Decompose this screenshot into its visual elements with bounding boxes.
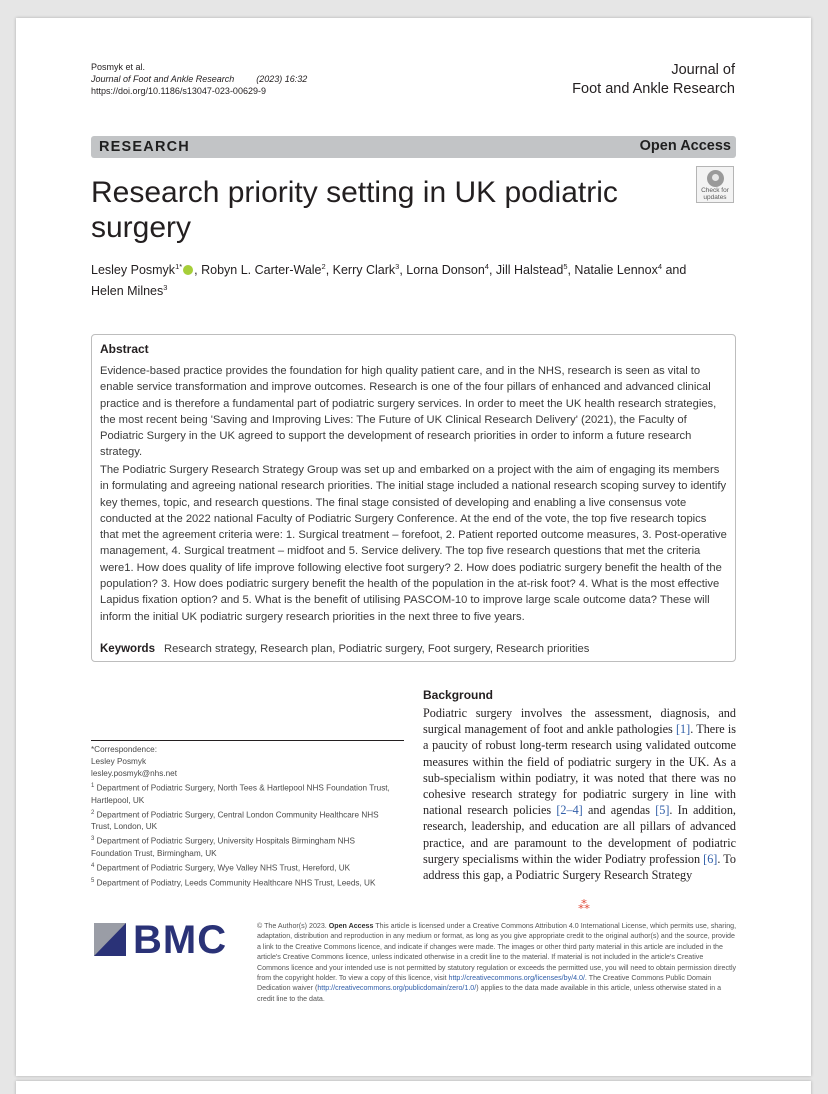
reference-link[interactable]: [5] xyxy=(655,803,670,818)
keywords-list: Research strategy, Research plan, Podiatric surgery, Foot surgery, Research priorities xyxy=(164,643,590,655)
reference-link[interactable]: [6] xyxy=(703,851,718,866)
check-updates-icon xyxy=(707,170,724,187)
open-access-label: Open Access xyxy=(639,138,731,154)
doi-link[interactable]: https://doi.org/10.1186/s13047-023-00629-9 xyxy=(91,86,266,96)
orcid-icon[interactable] xyxy=(183,265,193,275)
check-updates-label: Check for updates xyxy=(701,187,729,201)
article-type-label: RESEARCH xyxy=(99,139,190,155)
reference-link[interactable]: [1] xyxy=(676,722,691,737)
journal-name: Journal of Foot and Ankle Research xyxy=(91,74,235,84)
keywords-label: Keywords xyxy=(100,643,155,655)
journal-masthead-line1: Journal of xyxy=(671,62,735,78)
citation-header xyxy=(91,61,307,97)
footnote-divider xyxy=(91,740,404,741)
journal-masthead xyxy=(572,61,735,99)
author-list: Lesley Posmyk$^{1*}$ , Robyn L. Carter-Wale$^2$, Kerry Clark$^3$, Lorna Donson$^4$, Jill Halstead$^5$, Natalie Lennox$^4$ and Helen Milnes$^3$ xyxy=(91,262,687,299)
journal-issue: (2023) 16:32 xyxy=(256,74,308,84)
journal-masthead-line2: Foot and Ankle Research xyxy=(572,81,735,97)
abstract-heading: Abstract xyxy=(100,342,149,356)
public-domain-link[interactable]: http://creativecommons.org/publicdomain/zero/1.0/ xyxy=(317,984,477,993)
article-type-bar xyxy=(91,136,736,158)
abstract-box xyxy=(91,334,736,662)
bmc-logo: BMC xyxy=(94,920,239,960)
license-link[interactable]: http://creativecommons.org/licenses/by/4.0/ xyxy=(448,974,585,983)
reference-link[interactable]: [2–4] xyxy=(556,803,583,818)
cursor-marker-icon: ⁂ xyxy=(578,898,590,912)
abstract-paragraph-1: Evidence-based practice provides the foundation for high quality patient care, and in the NHS, research is seen as vital to enable service transformation and improve outcomes. Research is one of the four pillars of enhanced and advanced clinical practice and is therefore a fundamental part of podiatric surgery services. In order to meet the UK health research strategies, the most recent being 'Saving and Improving Lives: The Future of UK Clinical Research Delivery' (2021), the Faculty of Podiatric Surgery in the UK agreed to support the development of research priorities in order to inform a future research strategy. xyxy=(100,365,717,459)
abstract-paragraph-2: The Podiatric Surgery Research Strategy Group was set up and embarked on a project with the aim of engaging its members in formulating and agreeing national research priorities. The initial stage included a national research scoping survey to identify key themes, topic, and research questions. The final stage consisted of developing and enabling a live consensus vote conducted at the 2022 national Faculty of Podiatric Surgery Conference. At the end of the vote, the top five research topics that met the agreement criteria were: 1. Surgical treatment – forefoot, 2. Patient reported outcome measures, 3. Post-operative management, 4. Surgical treatment – midfoot and 5. Service delivery. The top five research questions that met the criteria were1. How does quality of life improve following elective foot surgery? 2. How does podiatric surgery benefit the health of the population? 3. How does podiatric surgery benefit the health of the population in the at-risk foot? 4. What is the most effective Lapidus fixation option? and 5. What is the benefit of utilising PASCOM-10 to improve large scale outcome data? These will inform the initial UK podiatric surgery research priorities in the next three to five years. xyxy=(100,464,727,623)
license-statement: © The Author(s) 2023. Open Access This article is licensed under a Creative Commons Attribution 4.0 International License, which permits use, sharing, adaptation, distribution and reproduction in any medium or format, as long as you give appropriate credit to the original author(s) and the source, provide a link to the Creative Commons licence, and indicate if changes were made. The images or other third party material in this article are included in the article's Creative Commons licence, unless indicated otherwise in a credit line to the material. If material is not included in the article's Creative Commons licence and your intended use is not permitted by statutory regulation or exceeds the permitted use, you will need to obtain permission directly from the copyright holder. To view a copy of this licence, visit http://creativecommons.org/licenses/by/4.0/. The Creative Commons Public Domain Dedication waiver (http://creativecommons.org/publicdomain/zero/1.0/) applies to the data made available in this article, unless otherwise stated in a credit line to the data. xyxy=(257,922,737,1003)
article-title: Research priority setting in UK podiatric surgery xyxy=(91,176,618,244)
background-heading: Background xyxy=(423,688,494,702)
article-page xyxy=(16,18,811,1076)
running-authors: Posmyk et al. xyxy=(91,62,146,72)
check-for-updates-button[interactable] xyxy=(696,166,734,203)
background-body: Podiatric surgery involves the assessment, diagnosis, and surgical management of foot and ankle pathologies [1]. There is a paucity of robust long-term research using validated outcome measures within the field of podiatric surgery in the UK. As a sub-specialism within podiatry, it was noted that there was no cohesive research strategy for podiatric surgery in line with national research policies [2–4] and agendas [5]. In addition, research, leadership, and education are all pillars of advanced practice, and are paramount to the development of podiatric surgery specialisms within the wider Podiatry profession [6]. To address this gap, a Podiatric Surgery Research Strategy xyxy=(423,706,736,883)
correspondence-email[interactable]: lesley.posmyk@nhs.net xyxy=(91,769,177,778)
correspondence-footnote: *Correspondence: Lesley Posmyk lesley.posmyk@nhs.net $^1$ Department of Podiatric Surgery, North Tees & Hartlepool NHS Foundation Trust, Hartlepool, UK $^2$ Department of Podiatric Surgery, Central London Community Healthcare NHS Trust, London, UK $^3$ Department of Podiatric Surgery, University Hospitals Birmingham NHS Foundation Trust, Birmingham, UK $^4$ Department of Podiatric Surgery, Wye Valley NHS Trust, Hereford, UK $^5$ Department of Podiatry, Leeds Community Healthcare NHS Trust, Leeds, UK xyxy=(91,745,390,888)
next-page-edge xyxy=(16,1081,811,1094)
